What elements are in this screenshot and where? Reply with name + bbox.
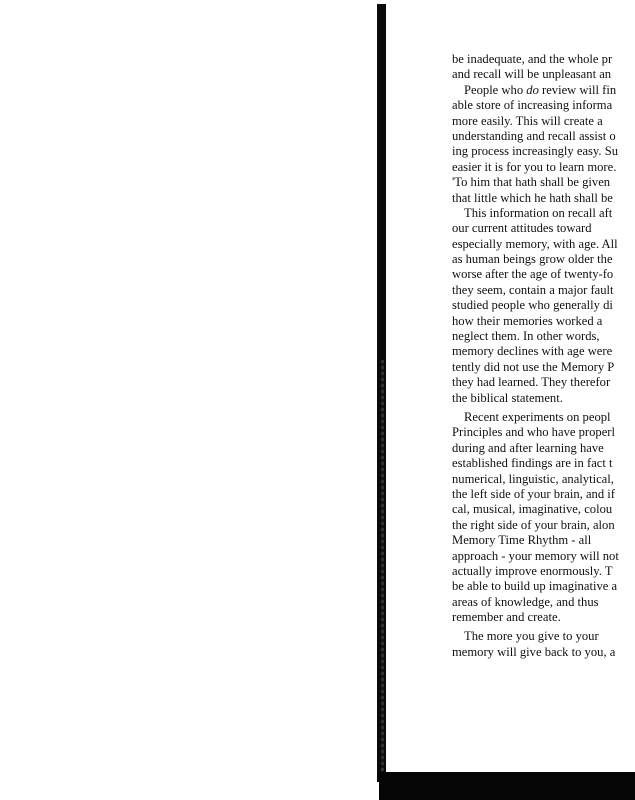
text-body <box>452 52 635 660</box>
paragraph <box>452 629 635 660</box>
text-line: the left side of your brain, and if <box>452 486 615 501</box>
text-line: our current attitudes toward <box>452 221 592 236</box>
text-line: how their memories worked a <box>452 313 603 328</box>
text-line: the right side of your brain, alon <box>452 517 615 532</box>
text-line: cal, musical, imaginative, colou <box>452 502 613 517</box>
text-line: during and after learning have <box>452 440 604 455</box>
text-line: they had learned. They therefor <box>452 375 611 390</box>
text-line: that little which he hath shall be <box>452 190 613 205</box>
text-line: tently did not use the Memory P <box>452 359 615 374</box>
spine-texture <box>381 360 384 780</box>
text-line: Memory Time Rhythm - all <box>452 533 592 548</box>
text-line: approach - your memory will not <box>452 548 619 563</box>
text-column <box>452 52 635 712</box>
text-line: understanding and recall assist o <box>452 128 616 143</box>
text-line: more easily. This will create a <box>452 113 603 128</box>
text-line: memory will give back to you, a <box>452 644 616 659</box>
text-line: ing process increasingly easy. Su <box>452 144 619 159</box>
text-line: The more you give to your <box>464 629 599 644</box>
paragraph <box>452 410 635 625</box>
text-line: the biblical statement. <box>452 390 563 405</box>
text-line: 'To him that hath shall be given <box>452 175 611 190</box>
text-line: able store of increasing informa <box>452 98 613 113</box>
paragraph <box>452 83 635 206</box>
text-line: they seem, contain a major fault <box>452 282 614 297</box>
paragraph <box>452 206 635 406</box>
text-line: especially memory, with age. All <box>452 236 618 251</box>
text-line: numerical, linguistic, analytical, <box>452 471 614 486</box>
text-line: actually improve enormously. T <box>452 563 613 578</box>
text-line: be able to build up imaginative a <box>452 579 618 594</box>
text-line: memory declines with age were <box>452 344 613 359</box>
text-line: remember and create. <box>452 610 561 625</box>
text-line: studied people who generally di <box>452 298 613 313</box>
text-line: neglect them. In other words, <box>452 329 600 344</box>
text-line: as human beings grow older the <box>452 252 613 267</box>
text-line: and recall will be unpleasant an <box>452 67 612 82</box>
paragraph <box>452 52 635 83</box>
text-line-emphasis: People who do review will fin <box>464 82 617 97</box>
text-line: be inadequate, and the whole pr <box>452 52 613 66</box>
text-line: easier it is for you to learn more. <box>452 159 617 174</box>
text-line: areas of knowledge, and thus <box>452 594 599 609</box>
text-line: established findings are in fact t <box>452 456 613 471</box>
text-line: Principles and who have properl <box>452 425 615 440</box>
emphasis-word: do <box>526 82 539 97</box>
text-line: This information on recall aft <box>464 205 613 220</box>
bottom-scan-edge <box>379 772 635 800</box>
text-line: Recent experiments on peopl <box>464 409 611 424</box>
text-line: worse after the age of twenty-fo <box>452 267 614 282</box>
